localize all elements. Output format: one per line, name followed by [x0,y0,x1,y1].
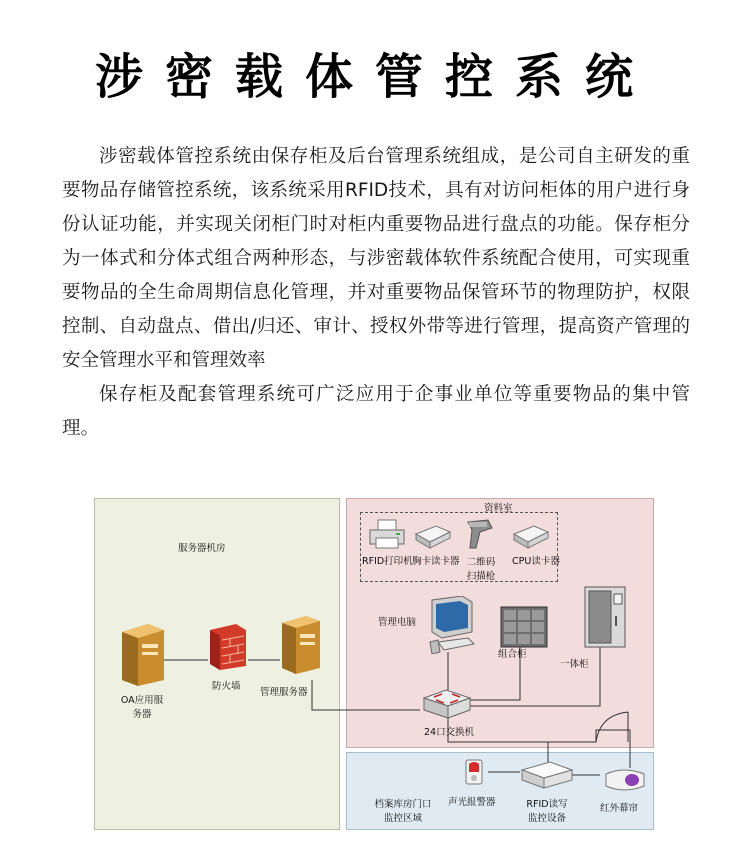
intro-paragraph-2: 保存柜及配套管理系统可广泛应用于企事业单位等重要物品的集中管理。 [62,384,690,439]
qr-scanner-label-line2: 扫描枪 [466,571,496,582]
cpu-reader-label: CPU读卡器 [512,556,560,567]
server-room-label: 服务器机房 [178,543,226,554]
ir-curtain-label: 红外幕帘 [600,803,639,814]
oa-server-icon [118,622,166,686]
rfid-monitor-label-line2: 监控设备 [527,813,566,824]
oa-server-label [106,692,178,720]
printer-icon [368,518,406,550]
ir-curtain-icon [604,766,646,794]
archive-room-label: 资料室 [484,503,513,514]
door-area-label-line1: 档案库房门口 [374,799,432,810]
alarm-icon [462,758,488,786]
mgmt-server-icon [278,614,322,674]
oa-server-label-line1: OA应用服 [120,695,164,706]
mgmt-server-label: 管理服务器 [260,687,308,698]
barcode-scanner-icon [466,518,496,552]
integrated-cabinet-label: 一体柜 [560,659,589,670]
switch-label: 24口交换机 [424,727,475,738]
page-title: 涉密载体管控系统 [94,49,655,105]
badge-reader-label: 胸卡读卡器 [412,556,460,567]
firewall-label: 防火墙 [212,681,241,692]
door-area-label [358,796,448,824]
door-area-label-line2: 监控区域 [383,813,422,824]
cpu-reader-icon [512,524,550,550]
combo-cabinet-label: 组合柜 [498,649,527,660]
rfid-monitor-icon [520,760,574,790]
integrated-cabinet-icon [584,586,626,648]
combo-cabinet-icon [500,606,548,648]
alarm-label: 声光报警器 [448,797,496,808]
qr-scanner-label-line1: 二维码 [466,557,496,568]
rfid-monitor-label [514,796,580,824]
computer-icon [428,596,476,654]
switch-icon [422,688,472,720]
card-reader-icon [414,524,452,550]
mgmt-pc-label: 管理电脑 [378,617,417,628]
rfid-monitor-label-line1: RFID读写 [526,799,568,810]
oa-server-label-line2: 务器 [132,709,152,720]
firewall-icon [208,624,248,670]
qr-scanner-label [460,554,502,582]
rfid-printer-label: RFID打印机 [362,556,413,567]
intro-paragraph-1: 涉密载体管控系统由保存柜及后台管理系统组成，是公司自主研发的重要物品存储管控系统，该系统采用RFID技术，具有对访问柜体的用户进行身份认证功能，并实现关闭柜门时对柜内重要物品进行盘点的功能。保存柜分为一体式和分体式组合两种形态，与涉密载体软件系统配合使用，可实现重要物品的全生命周期信息化管理，并对重要物品保管环节的物理防护，权限控制、自动盘点、借出/归还、审计、授权外带等进行管理，提高资产管理的安全管理水平和管理效率 [62,146,690,371]
